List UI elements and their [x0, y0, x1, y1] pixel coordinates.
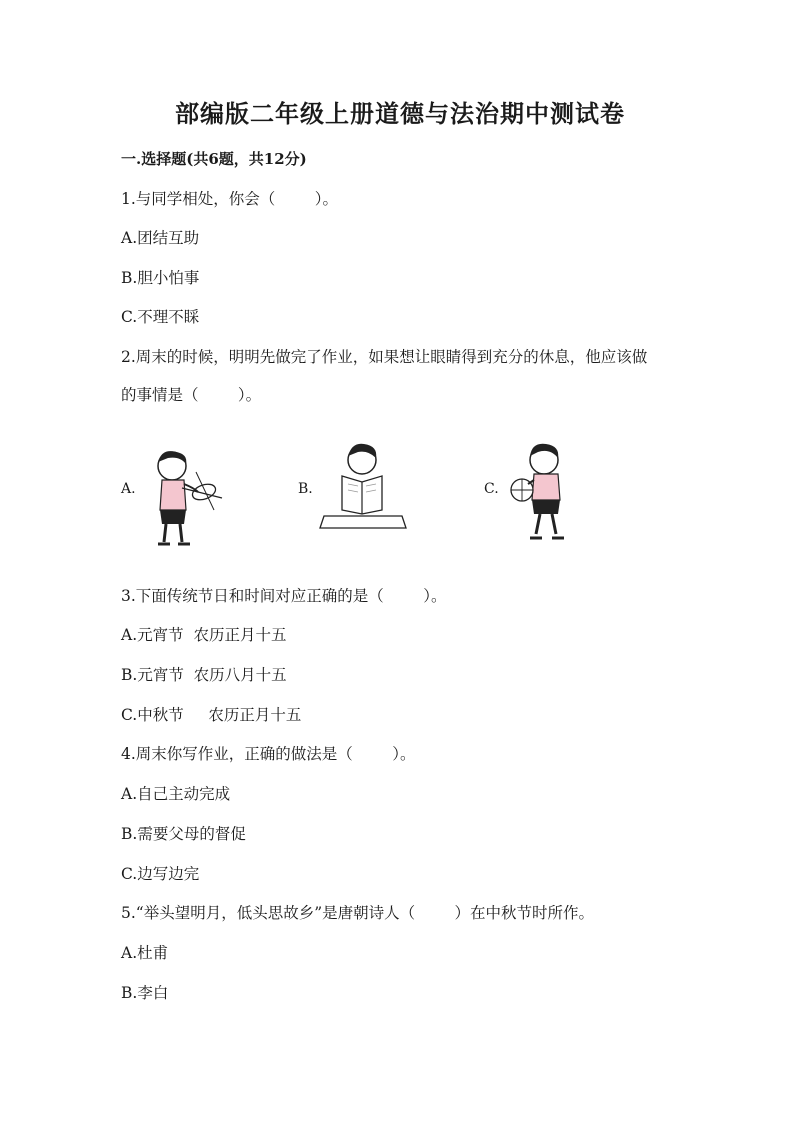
q3-option-a: A.元宵节 农历正月十五 — [121, 626, 287, 644]
reading-child-image — [318, 438, 408, 534]
basketball-child-image — [506, 438, 576, 544]
q4-option-b: B.需要父母的督促 — [121, 825, 246, 843]
q1-option-a: A.团结互助 — [121, 229, 200, 247]
page-title: 部编版二年级上册道德与法治期中测试卷 — [175, 99, 625, 128]
q1-option-b: B.胆小怕事 — [121, 269, 200, 287]
q2-stem-line1: 2.周末的时候，明明先做完了作业，如果想让眼睛得到充分的休息，他应该做 — [121, 348, 648, 366]
q1-option-c: C.不理不睬 — [121, 308, 200, 326]
q5-option-a: A.杜甫 — [121, 944, 169, 962]
q4-stem: 4.周末你写作业，正确的做法是（ ）。 — [121, 745, 416, 763]
q5-option-b: B.李白 — [121, 984, 169, 1002]
q5-stem: 5.“举头望明月，低头思故乡”是唐朝诗人（ ）在中秋节时所作。 — [121, 904, 595, 922]
q2-figure-label-a: A. — [121, 481, 136, 497]
q3-option-b: B.元宵节 农历八月十五 — [121, 666, 287, 684]
q4-option-a: A.自己主动完成 — [121, 785, 231, 803]
q2-stem-line2: 的事情是（ ）。 — [121, 386, 262, 404]
section-heading: 一.选择题(共6题，共12分) — [121, 150, 307, 168]
q1-stem: 1.与同学相处，你会（ ）。 — [121, 190, 338, 208]
q4-option-c: C.边写边完 — [121, 865, 200, 883]
q2-figure-label-c: C. — [484, 481, 499, 497]
q3-option-c: C.中秋节 农历正月十五 — [121, 706, 302, 724]
q2-figure-label-b: B. — [298, 481, 313, 497]
violin-child-image — [138, 444, 228, 548]
q3-stem: 3.下面传统节日和时间对应正确的是（ ）。 — [121, 587, 447, 605]
